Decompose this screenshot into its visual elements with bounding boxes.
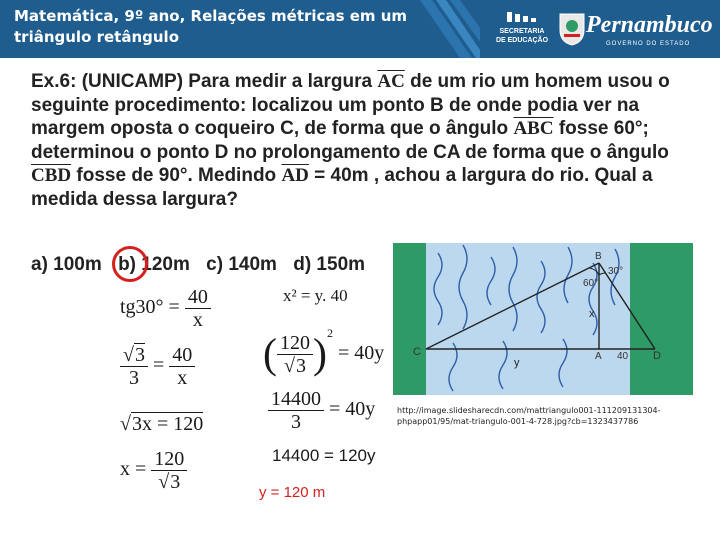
label-30: 30°: [608, 266, 624, 277]
eq7-denominator: 3: [291, 411, 301, 433]
eq2-fraction-right: [169, 344, 195, 389]
eq2-numerator-right: 40: [169, 344, 195, 367]
equation-sqrt3x: √3x = 120: [120, 413, 204, 435]
problem-statement: [31, 70, 691, 211]
eq4-numerator: 120: [151, 448, 187, 471]
angle-cbd: $\overline{CBD}$: [31, 165, 72, 186]
eq1-numerator: 40: [185, 286, 211, 309]
segment-ad: $\overline{AD}$: [281, 165, 309, 186]
eq6-sqrt: 3: [295, 354, 306, 377]
eq2-sqrt: 3: [134, 344, 145, 366]
equation-tg30: [120, 286, 211, 331]
label-x: x: [589, 308, 595, 320]
image-source-url: http://image.slidesharecdn.com/mattriangulo001-111209131304-phpapp01/95/mat-triangulo-001-4-728.jpg?cb=1323437786: [397, 406, 661, 426]
equation-14400-over-3: [268, 388, 375, 433]
final-answer: y = 120 m: [259, 484, 326, 501]
label-point-d: D: [653, 350, 661, 362]
segment-ac: $\overline{AC}$: [377, 71, 405, 92]
correct-answer-circle: [112, 246, 148, 282]
problem-text-2: de um rio um homem usou o seguinte procedimento: localizou um ponto B de onde podia ver na margem oposta o coqueiro C, de forma que o ângulo: [31, 71, 670, 139]
eq3-equation: 3x = 120: [131, 413, 204, 435]
left-bank: [393, 243, 426, 395]
seduc-label-2: DE EDUCAÇÃO: [495, 37, 549, 44]
option-d: d) 150m: [293, 254, 366, 275]
eq1-fraction: [185, 286, 211, 331]
label-point-a: A: [595, 351, 602, 362]
state-crest-icon: [558, 12, 586, 46]
eq6-fraction: $\frac{120}{√3}$: [277, 332, 313, 377]
eq7-numerator: 14400: [268, 388, 324, 411]
header-stripes-decoration: [420, 0, 480, 58]
state-name-logo: Pernambuco: [586, 12, 713, 38]
state-subtitle: GOVERNO DO ESTADO: [606, 41, 691, 47]
problem-text-1: Para medir a largura: [183, 71, 378, 92]
option-c: c) 140m: [206, 254, 277, 275]
problem-text-3: fosse 60°; determinou o ponto D no prolongamento de CA de forma que o ângulo: [31, 118, 669, 163]
slide-header: [0, 0, 720, 58]
equation-sqrt3-over-3: [120, 344, 195, 389]
label-y: y: [514, 357, 520, 369]
seduc-logo: [490, 12, 554, 46]
river-diagram: [393, 243, 693, 395]
label-point-b: B: [595, 251, 602, 262]
eq2-denominator: 3: [128, 367, 139, 389]
equation-parenthesis: ( $\frac{120}{√3}$ )$^2$ = 40y: [263, 326, 385, 378]
seduc-label-1: SECRETARIA: [499, 28, 545, 35]
eq7-rhs: = 40y: [329, 398, 376, 421]
eq6-numerator: 120: [277, 332, 313, 355]
eq2-denominator-right: x: [177, 367, 188, 389]
problem-source: (UNICAMP): [81, 71, 184, 92]
equation-14400-120y: 14400 = 120y: [272, 446, 376, 465]
label-40: 40: [617, 351, 629, 362]
eq4-fraction: $\frac{120}{√3}$: [151, 448, 187, 493]
problem-text-5: = 40m , achou a largura do rio. Qual a medida dessa largura?: [31, 165, 653, 210]
eq4-sqrt: 3: [170, 471, 181, 493]
seduc-bars-icon: [507, 12, 537, 22]
right-bank: [630, 243, 693, 395]
eq6-rhs: = 40y: [338, 342, 385, 364]
eq2-equals: =: [152, 354, 165, 377]
problem-label: Ex.6:: [31, 71, 77, 92]
government-logos: [490, 6, 712, 52]
equation-x-value: [120, 448, 187, 493]
eq1-denominator: x: [192, 309, 203, 331]
eq1-lhs: tg30° =: [120, 296, 180, 319]
option-b: b) 120m: [118, 254, 190, 275]
answer-options: [31, 254, 376, 276]
equation-x-squared: x² = y. 40: [283, 286, 348, 305]
eq7-fraction: [268, 388, 324, 433]
label-60: 60°: [583, 278, 599, 289]
label-point-c: C: [413, 346, 421, 358]
eq4-lhs: x =: [120, 458, 147, 481]
eq2-fraction-left: $\frac{√3}{3}$: [120, 344, 148, 389]
option-a: a) 100m: [31, 254, 102, 275]
angle-abc: $\overline{ABC}$: [513, 118, 554, 139]
problem-text-4: fosse de 90°. Medindo: [71, 165, 282, 186]
slide-title: Matemática, 9º ano, Relações métricas em um triângulo retângulo: [14, 7, 408, 46]
